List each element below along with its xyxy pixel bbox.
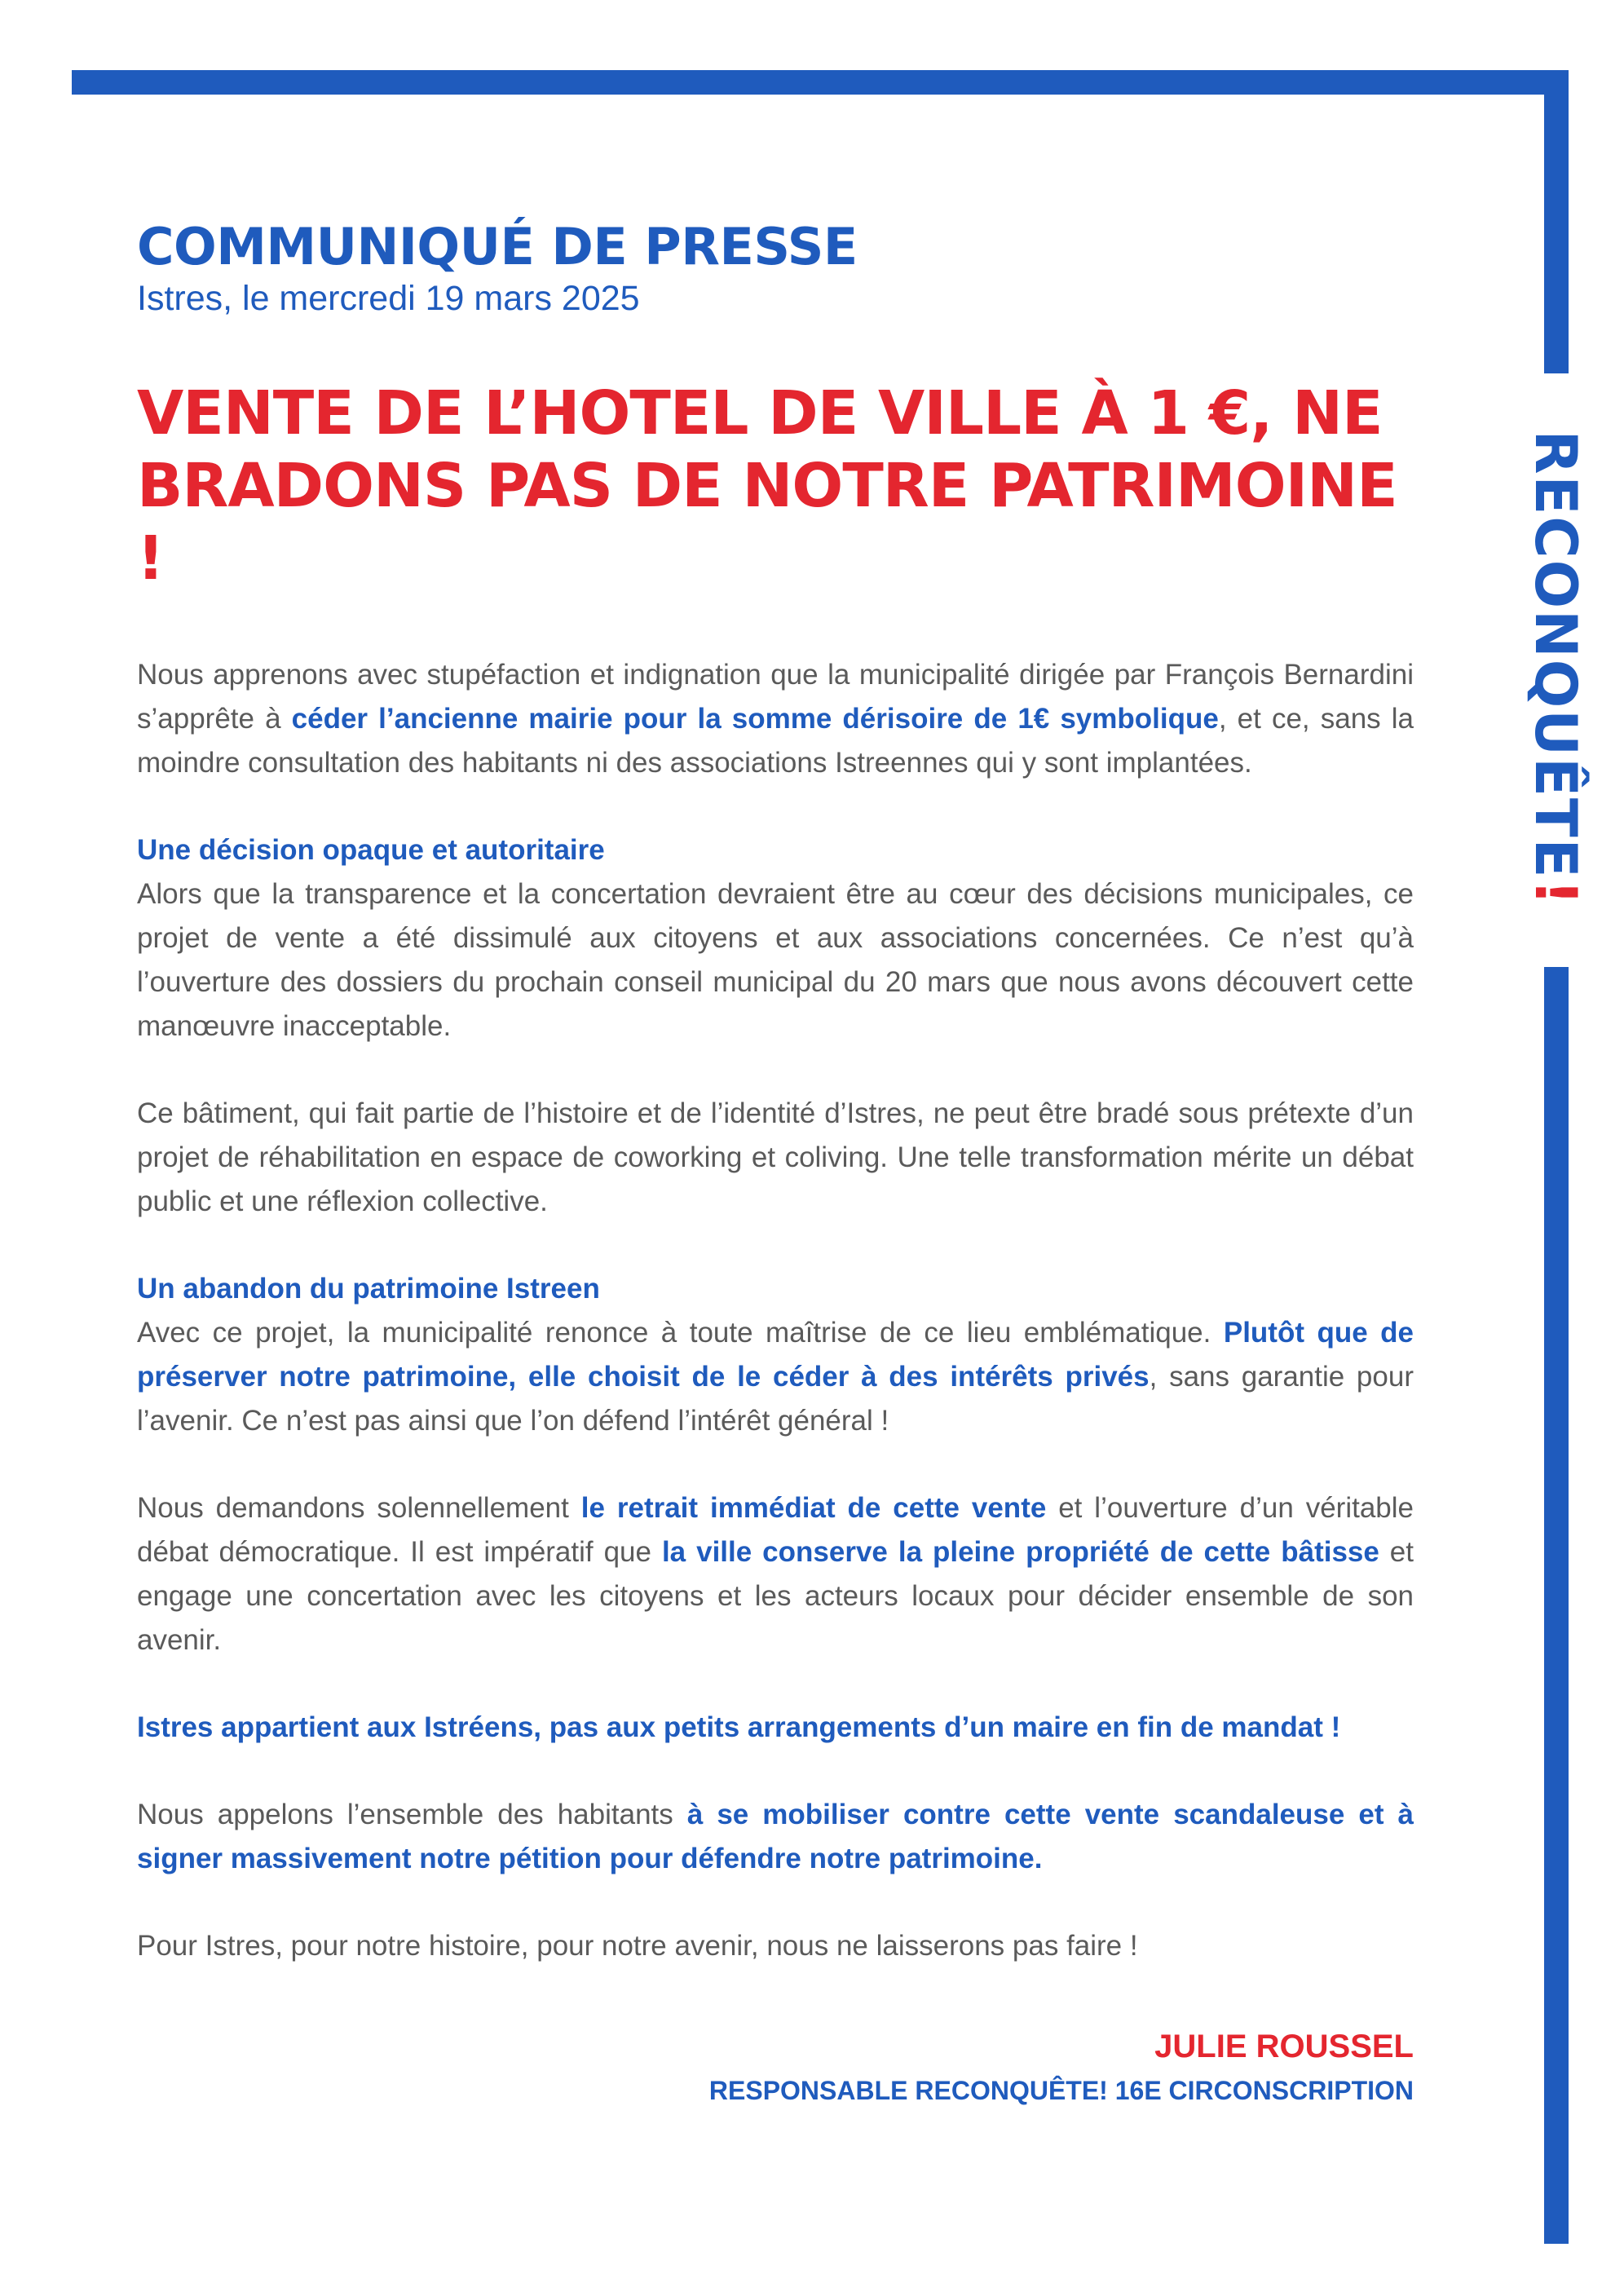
paragraph-transparency: Alors que la transparence et la concertation devraient être au cœur des décisions municipales, ce projet de vente a été dissimulé aux citoyens et aux associations concernées. Ce n’est qu’à l’ouverture des dossiers du prochain conseil municipal du 20 mars que nous avons découvert cette manœuvre inacceptable.	[137, 878, 1414, 1043]
text-run: et l’ouverture d’un véritable débat démocratique. Il est impératif que	[137, 1492, 1414, 1569]
reconquete-logo	[1522, 430, 1589, 907]
frame-top-bar	[72, 70, 1569, 95]
logo-wordmark: RECONQUÊTE	[1522, 430, 1589, 880]
emphasis: céder l’ancienne mairie pour la somme dérisoire de 1€ symbolique	[291, 703, 1219, 735]
document-kicker: COMMUNIQUÉ DE PRESSE	[137, 217, 858, 276]
text-run: Avec ce projet, la municipalité renonce à toute maîtrise de ce lieu emblématique.	[137, 1317, 1224, 1349]
section-heading-opaque-decision: Une décision opaque et autoritaire	[137, 834, 605, 867]
paragraph-closing: Pour Istres, pour notre histoire, pour notre avenir, nous ne laisserons pas faire !	[137, 1930, 1138, 1962]
emphasis: Plutôt que de préserver notre patrimoine, elle choisit de le céder à des intérêts privés	[137, 1317, 1414, 1393]
body-text	[137, 653, 1414, 1968]
text-run: , sans garantie pour l’avenir. Ce n’est pas ainsi que l’on défend l’intérêt général !	[137, 1361, 1414, 1437]
headline: VENTE DE L’HOTEL DE VILLE À 1 €, NE BRADONS PAS DE NOTRE PATRIMOINE !	[137, 378, 1397, 594]
text-run: Nous apprenons avec stupéfaction et indignation que la municipalité dirigée par François Bernardini s’apprête à	[137, 659, 1414, 735]
signatory-name: JULIE ROUSSEL	[1154, 2029, 1414, 2064]
section-heading-heritage: Un abandon du patrimoine Istreen	[137, 1273, 600, 1305]
dateline: Istres, le mercredi 19 mars 2025	[137, 279, 640, 319]
paragraph-demands	[137, 1486, 1414, 1662]
press-release	[137, 219, 1414, 2011]
emphasis: la ville conserve la pleine propriété de cette bâtisse	[661, 1536, 1379, 1569]
text-run: Nous appelons l’ensemble des habitants	[137, 1799, 687, 1831]
emphasis: à se mobiliser contre cette vente scandaleuse et à signer massivement notre pétition pour défendre notre patrimoine.	[137, 1799, 1414, 1875]
text-run: , et ce, sans la moindre consultation des habitants ni des associations Istreennes qui y sont implantées.	[137, 703, 1414, 779]
signature-block	[709, 2024, 1414, 2112]
paragraph-slogan: Istres appartient aux Istréens, pas aux petits arrangements d’un maire en fin de mandat !	[137, 1711, 1341, 1744]
paragraph-building: Ce bâtiment, qui fait partie de l’histoire et de l’identité d’Istres, ne peut être bradé sous prétexte d’un projet de réhabilitation en espace de coworking et coliving. Une telle transformation mérite un débat public et une réflexion collective.	[137, 1097, 1414, 1218]
paragraph-intro	[137, 653, 1414, 785]
text-run: Nous demandons solennellement	[137, 1492, 581, 1525]
logo-exclamation: !	[1522, 879, 1589, 907]
frame-right-bar-lower	[1544, 967, 1569, 2244]
text-run: et engage une concertation avec les citoyens et les acteurs locaux pour décider ensemble de son avenir.	[137, 1536, 1414, 1657]
frame-right-bar-upper	[1544, 70, 1569, 373]
emphasis: le retrait immédiat de cette vente	[580, 1492, 1047, 1525]
paragraph-abandon	[137, 1311, 1414, 1443]
paragraph-call-to-action	[137, 1793, 1414, 1881]
signatory-role: RESPONSABLE RECONQUÊTE! 16E CIRCONSCRIPTION	[708, 2076, 1414, 2105]
